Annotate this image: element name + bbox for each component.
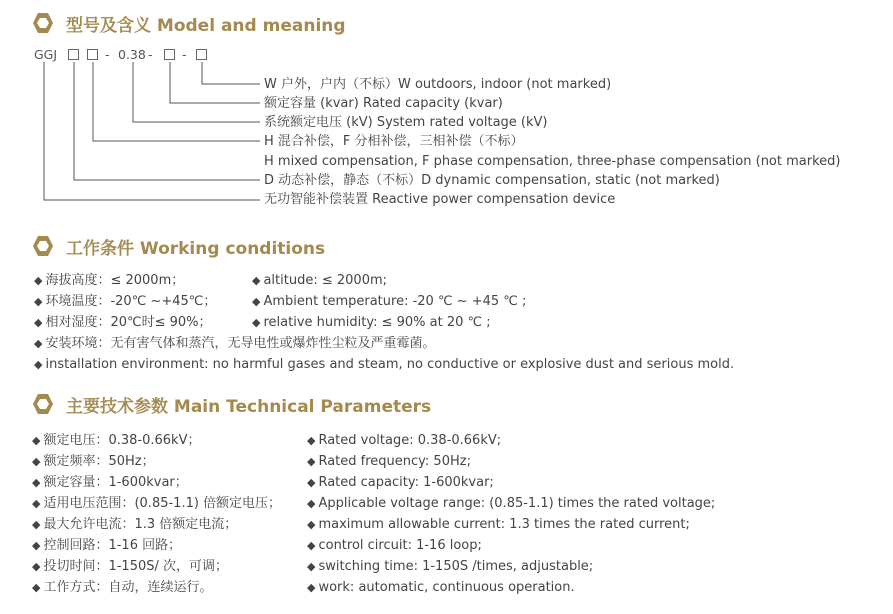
list-item: ◆ maximum allowable current: 1.3 times the rated current;	[307, 517, 690, 532]
list-item: ◆ switching time: 1-150S /times, adjustable;	[307, 559, 594, 574]
diamond-bullet-icon: ◆	[307, 581, 316, 594]
list-item: ◆ 额定电压：0.38-0.66kV；	[32, 433, 201, 448]
list-item: ◆ Ambient temperature: -20 ℃ ~ +45 ℃ ;	[252, 294, 527, 309]
list-item: ◆ 安装环境：无有害气体和蒸汽，无导电性或爆炸性尘粒及严重霉菌。	[34, 336, 436, 351]
diamond-bullet-icon: ◆	[307, 476, 316, 489]
list-item: ◆ installation environment: no harmful gases and steam, no conductive or explosive dust and serious mold.	[34, 357, 735, 372]
meaning-w: W 户外，户内（不标）W outdoors, indoor (not marked)	[264, 77, 612, 92]
diamond-bullet-icon: ◆	[307, 560, 316, 573]
diamond-bullet-icon: ◆	[32, 581, 41, 594]
list-item: ◆ 海拔高度：≤ 2000m；	[34, 273, 185, 288]
diamond-bullet-icon: ◆	[32, 518, 41, 531]
code-sep: -	[148, 47, 153, 62]
meaning-dynamic: D 动态补偿，静态（不标）D dynamic compensation, static (not marked)	[264, 173, 720, 188]
diamond-bullet-icon: ◆	[307, 539, 316, 552]
code-sep: -	[182, 47, 187, 62]
list-item: ◆ Applicable voltage range: (0.85-1.1) times the rated voltage;	[307, 496, 716, 511]
list-item: ◆ work: automatic, continuous operation.	[307, 580, 575, 595]
list-item: ◆ 工作方式：自动，连续运行。	[32, 580, 213, 595]
list-item: ◆ 最大允许电流：1.3 倍额定电流；	[32, 517, 238, 532]
hexagon-icon	[32, 235, 54, 257]
diamond-bullet-icon: ◆	[252, 295, 261, 308]
hexagon-icon	[32, 393, 54, 415]
diamond-bullet-icon: ◆	[307, 497, 316, 510]
meaning-compensation-en: H mixed compensation, F phase compensation, three-phase compensation (not marked)	[264, 154, 841, 169]
section-title: 工作条件 Working conditions	[66, 238, 326, 259]
diamond-bullet-icon: ◆	[34, 358, 43, 371]
section-title: 主要技术参数 Main Technical Parameters	[66, 396, 432, 417]
meaning-device: 无功智能补偿装置 Reactive power compensation device	[264, 192, 616, 207]
list-item: ◆ altitude: ≤ 2000m;	[252, 273, 388, 288]
code-prefix: GGJ	[34, 47, 58, 62]
section-title: 型号及含义 Model and meaning	[66, 15, 346, 36]
list-item: ◆ 控制回路：1-16 回路；	[32, 538, 182, 553]
diamond-bullet-icon: ◆	[34, 274, 43, 287]
list-item: ◆ 额定频率：50Hz；	[32, 454, 155, 469]
list-item: ◆ Rated capacity: 1-600kvar;	[307, 475, 494, 490]
diamond-bullet-icon: ◆	[307, 518, 316, 531]
list-item: ◆ Rated frequency: 50Hz;	[307, 454, 471, 469]
code-sep: -	[105, 47, 110, 62]
diamond-bullet-icon: ◆	[32, 560, 41, 573]
list-item: ◆ 额定容量：1-600kvar；	[32, 475, 188, 490]
diamond-bullet-icon: ◆	[34, 316, 43, 329]
list-item: ◆ 相对湿度：20℃时≤ 90%；	[34, 315, 212, 330]
diamond-bullet-icon: ◆	[34, 337, 43, 350]
meaning-compensation-cn: H 混合补偿，F 分相补偿，三相补偿（不标）	[264, 134, 524, 149]
list-item: ◆ Rated voltage: 0.38-0.66kV;	[307, 433, 502, 448]
diamond-bullet-icon: ◆	[32, 497, 41, 510]
diamond-bullet-icon: ◆	[34, 295, 43, 308]
list-item: ◆ 投切时间：1-150S/ 次，可调；	[32, 559, 229, 574]
list-item: ◆ 适用电压范围：(0.85-1.1) 倍额定电压；	[32, 496, 282, 511]
diamond-bullet-icon: ◆	[252, 274, 261, 287]
list-item: ◆ control circuit: 1-16 loop;	[307, 538, 482, 553]
diamond-bullet-icon: ◆	[307, 455, 316, 468]
section-parameters-header	[32, 392, 431, 416]
list-item: ◆ 环境温度：-20℃ ~+45℃；	[34, 294, 217, 309]
section-working-header	[32, 234, 325, 258]
diamond-bullet-icon: ◆	[32, 455, 41, 468]
meaning-capacity: 额定容量 (kvar) Rated capacity (kvar)	[264, 96, 503, 111]
diamond-bullet-icon: ◆	[252, 316, 261, 329]
diamond-bullet-icon: ◆	[307, 434, 316, 447]
code-voltage: 0.38	[118, 47, 146, 62]
diamond-bullet-icon: ◆	[32, 434, 41, 447]
list-item: ◆ relative humidity: ≤ 90% at 20 ℃ ;	[252, 315, 491, 330]
diamond-bullet-icon: ◆	[32, 539, 41, 552]
diamond-bullet-icon: ◆	[32, 476, 41, 489]
meaning-voltage: 系统额定电压 (kV) System rated voltage (kV)	[264, 115, 548, 130]
